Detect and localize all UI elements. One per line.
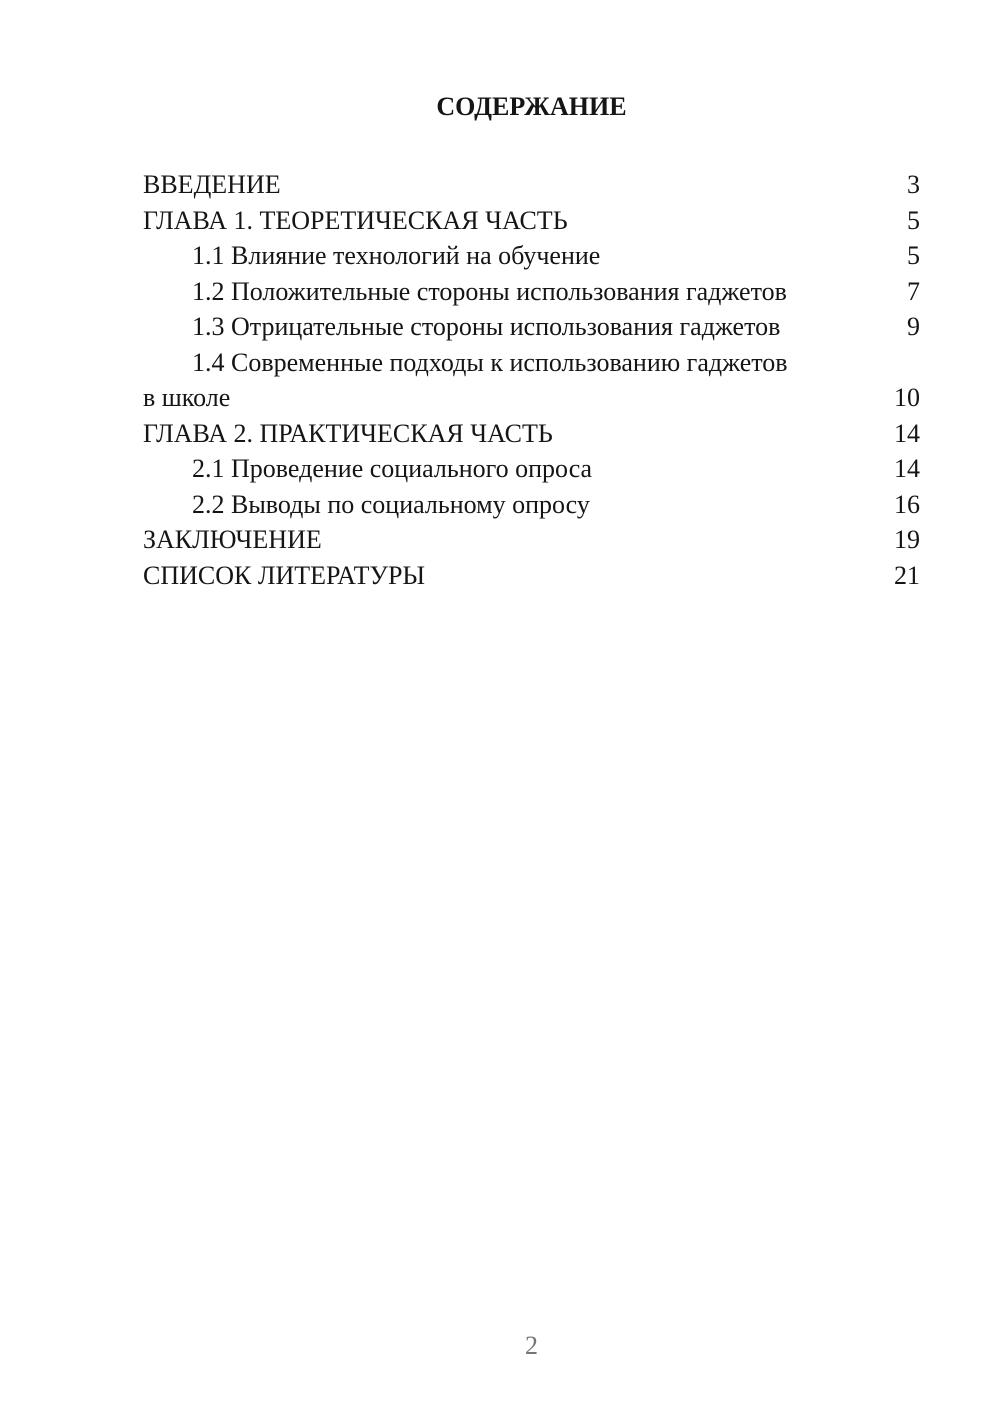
toc-entry-title: 1.2 Положительные стороны использования гаджетов [192, 276, 787, 306]
toc-entry [143, 203, 920, 239]
toc-entry-title: СПИСОК ЛИТЕРАТУРЫ [143, 560, 426, 590]
toc-entry [143, 416, 920, 452]
toc-entry-title: 2.1 Проведение социального опроса [192, 454, 593, 483]
toc-entry [143, 558, 920, 594]
footer-page-number: 2 [525, 1331, 538, 1360]
toc-entry [143, 167, 920, 203]
toc-entry-page-number: 5 [907, 205, 920, 235]
toc-entry [143, 451, 920, 487]
toc-entry [143, 345, 920, 416]
toc-entry-title: ЗАКЛЮЧЕНИЕ [143, 525, 322, 554]
toc-entry [143, 238, 920, 274]
toc-entry [143, 309, 920, 345]
toc-entry [143, 487, 920, 523]
toc-entry-title: 2.2 Выводы по социальному опросу [192, 489, 590, 519]
toc-entry-title: ГЛАВА 1. ТЕОРЕТИЧЕСКАЯ ЧАСТЬ [143, 205, 568, 235]
toc-entry-title: 1.4 Современные подходы к использованию гаджетов в школе [143, 347, 788, 412]
toc-entry-page-number: 14 [894, 454, 920, 483]
page-title: СОДЕРЖАНИЕ [436, 92, 627, 121]
toc-list [143, 167, 920, 593]
toc-entry-page-number: 3 [907, 170, 920, 199]
toc-entry-page-number: 16 [894, 489, 920, 519]
toc-entry-page-number: 14 [894, 418, 920, 448]
toc-entry [143, 522, 920, 558]
toc-entry-title: 1.1 Влияние технологий на обучение [192, 241, 601, 270]
toc-entry-page-number: 21 [894, 560, 920, 590]
toc-entry-title: ВВЕДЕНИЕ [143, 170, 281, 199]
toc-entry-title: ГЛАВА 2. ПРАКТИЧЕСКАЯ ЧАСТЬ [143, 418, 553, 448]
toc-entry [143, 274, 920, 310]
toc-entry-title: 1.3 Отрицательные стороны использования гаджетов [192, 312, 781, 341]
toc-entry-page-number: 5 [907, 241, 920, 270]
toc-entry-page-number: 10 [894, 383, 920, 412]
toc-entry-page-number: 9 [907, 312, 920, 341]
toc-entry-page-number: 19 [894, 525, 920, 554]
toc-entry-page-number: 7 [907, 276, 920, 306]
